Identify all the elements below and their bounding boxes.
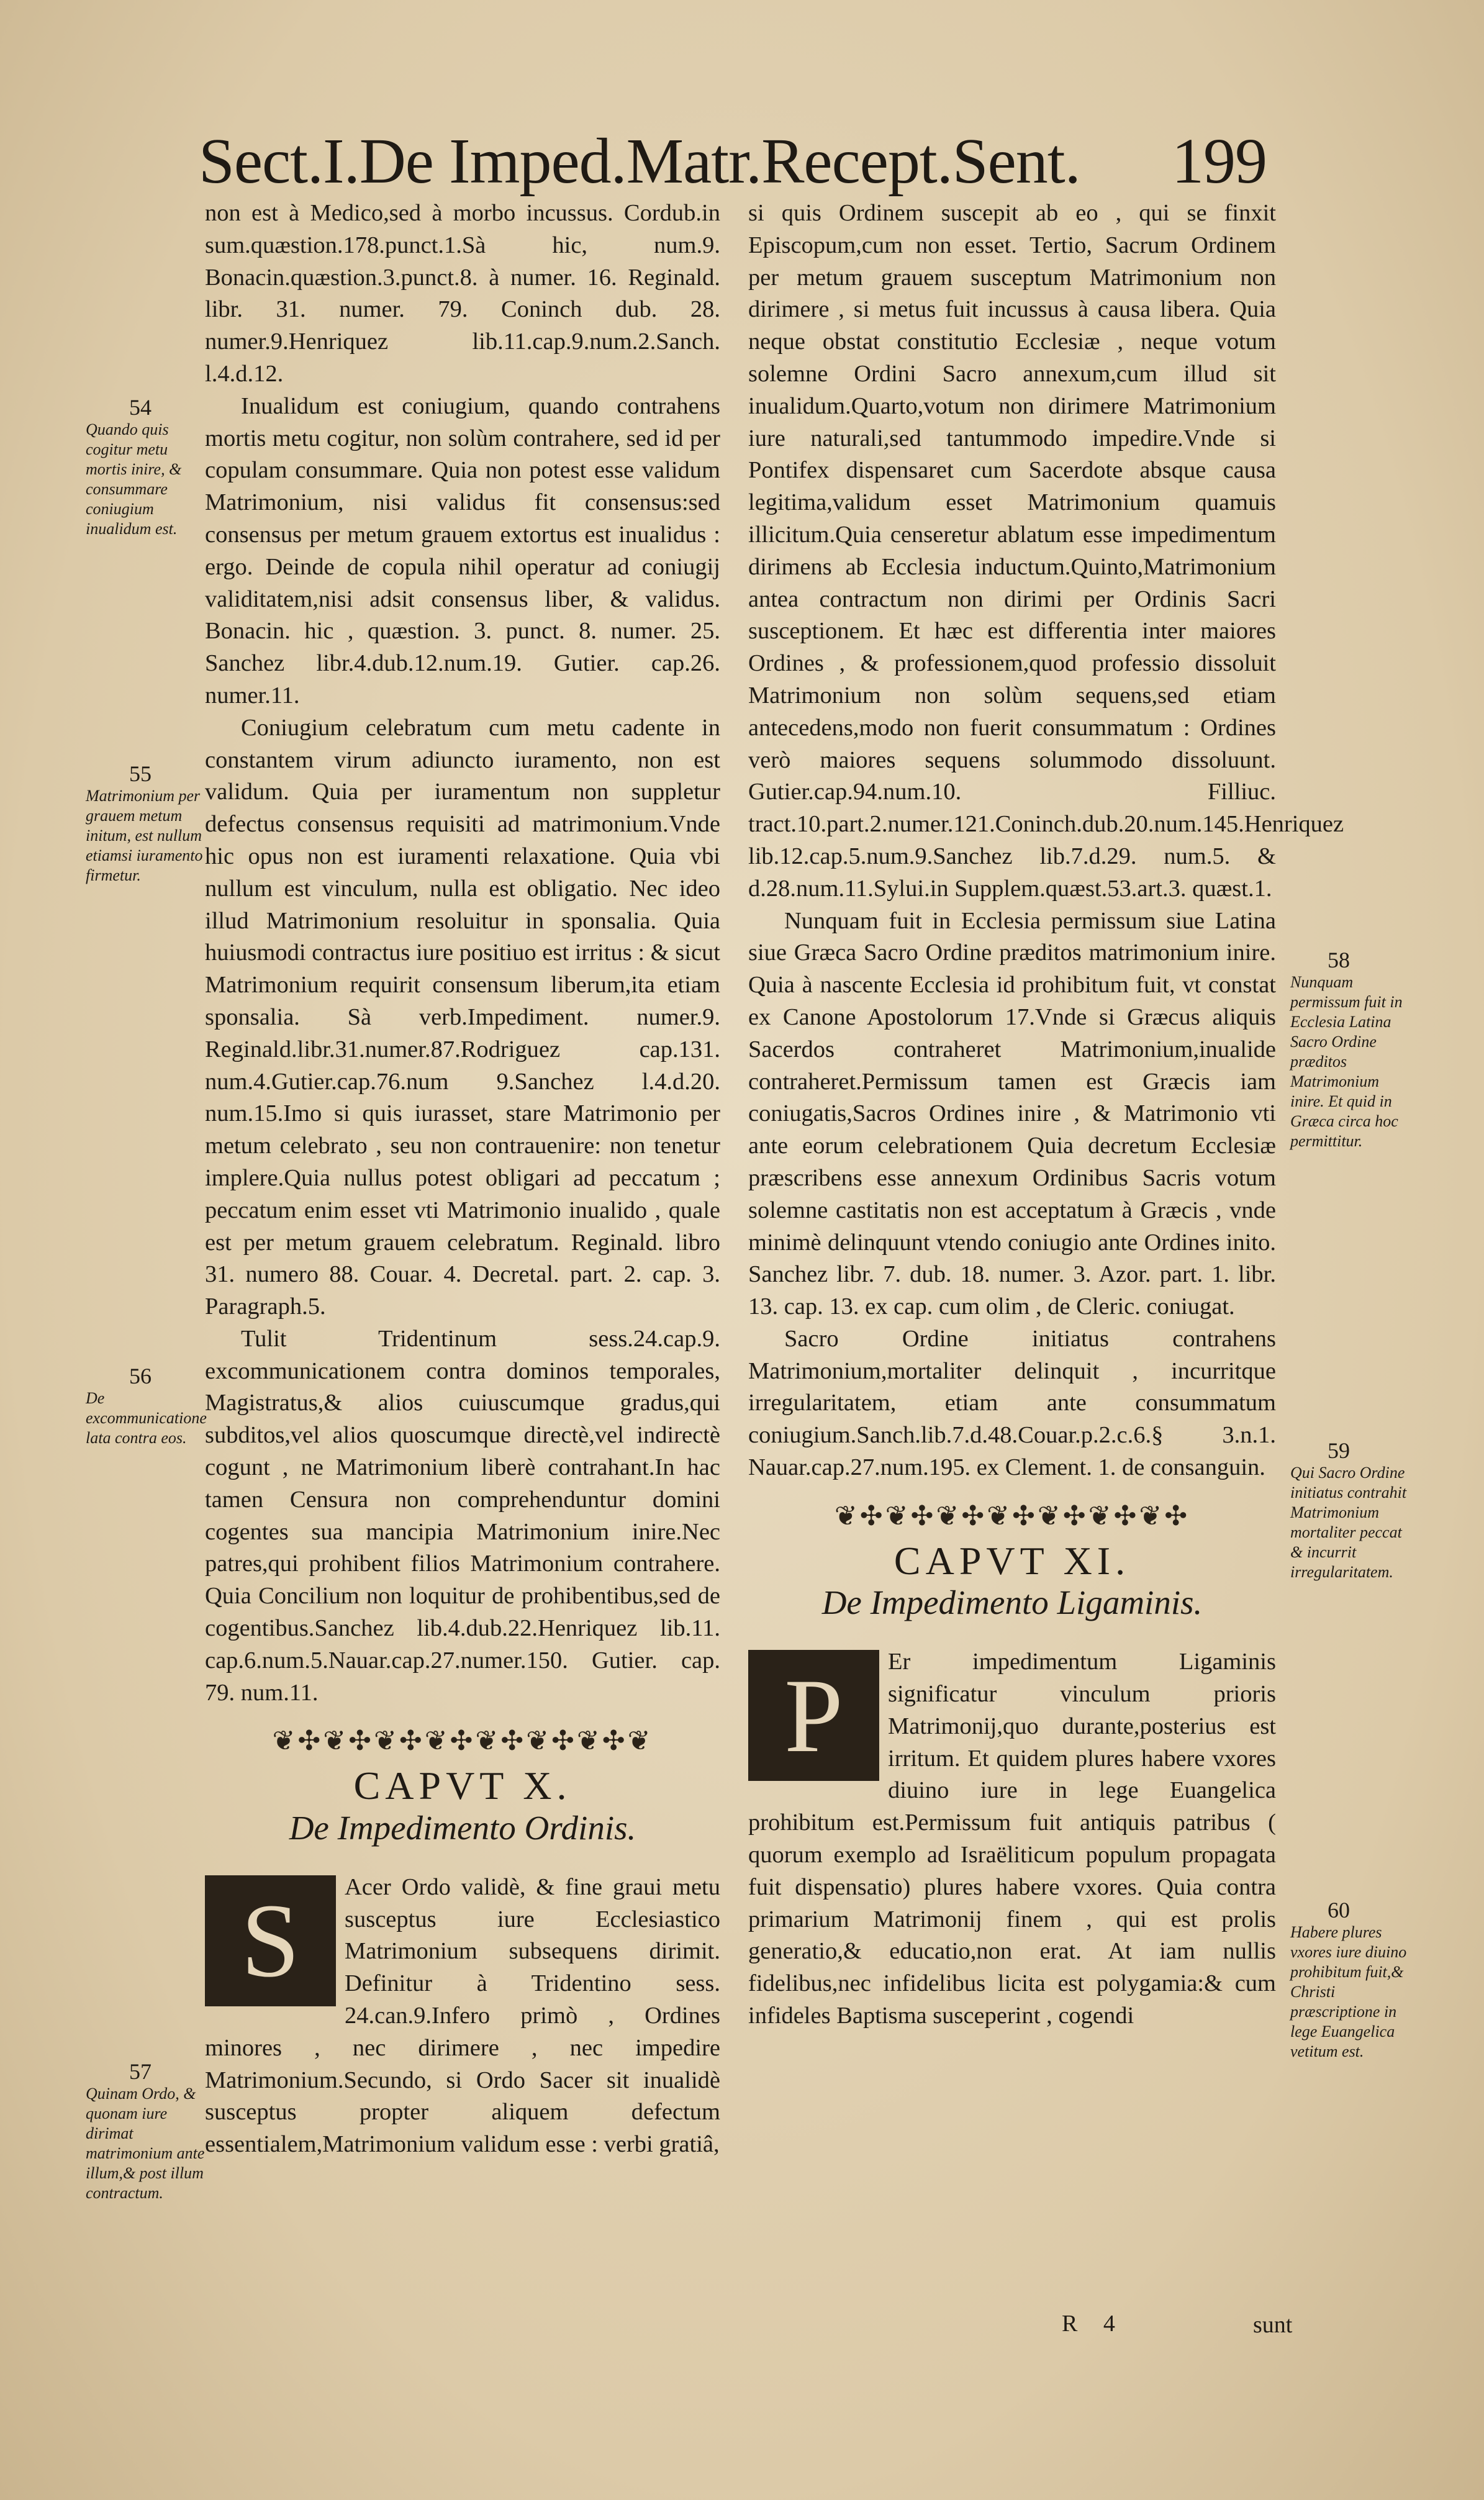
chapter-x-heading: CAPVT X. [353, 1764, 572, 1808]
margin-number: 54 [129, 395, 152, 420]
margin-note-56 [86, 1366, 207, 1448]
paragraph-57-continuation: si quis Ordinem suscepit ab eo , qui se finxit Episcopum,cum non esset. Tertio, Sacrum Ordinem per metum grauem susceptum Matrimonium non dirimere , si metus fuit incussus à causa libera. Quia neque obstat constitutio Ecclesiæ , neque votum solemne Ordini Sacro annexum,cum illud sit inualidum.Quarto,votum non dirimere Matrimonium iure naturali,sed tantummodo impedire.Vnde si Pontifex dispensaret cum Sacerdote absque causa legitima,validum esset Matrimonium quamuis illicitum.Quia censeretur ablatum esse impedimentum dirimens ab Ecclesia inductum.Quinto,Matrimonium antea contractum non dirimi per Ordinis Sacri susceptionem. Et hæc est differentia inter maiores Ordines , & professionem,quod professio dissoluit Matrimonium non solùm sequens,sed etiam antecedens,modo non fuerit consummatum : Ordines verò maiores sequens solummodo dissoluunt. Gutier.cap.94.num.10. Filliuc. tract.10.part.2.numer.121.Coninch.dub.20.num.145.Henriquez lib.12.cap.5.num.9.Sanchez lib.7.d.29. num.5. & d.28.num.11.Sylui.in Supplem.quæst.53.art.3. quæst.1. [748, 200, 1344, 902]
margin-note-55 [86, 761, 207, 885]
chapter-x-text-first: Acer Ordo validè, & fine graui metu susceptus iure Ecclesiastico Matrimonium subsequens dirimit. Definitur à Tridentino sess. 24.can.9.Infero primò , Ordines [345, 1873, 720, 2029]
paragraph-58: Nunquam fuit in Ecclesia permissum siue Latina siue Græca Sacro Ordine præditos matrimonium inire. Quia à nascente Ecclesia id prohibitum fuit, vt constat ex Canone Apostolorum 17.Vnde si Græcus aliquis Sacerdos contraheret Matrimonium,inualide contraheret.Permissum tamen est Græcis iam coniugatis,Sacros Ordines inire , & Matrimonio vti ante eorum celebrationem Quia decretum Ecclesiæ præscribens esse annexum Ordinibus Sacris votum solemne castitatis non est acceptatum à Græcis , vnde minimè delinquunt vtendo coniugio ante Ordines inito. Sanchez libr. 7. dub. 18. numer. 3. Azor. part. 1. libr. 13. cap. 13. ex cap. cum olim , de Cleric. coniugat. [748, 907, 1276, 1320]
left-column [205, 197, 720, 2161]
margin-text: Qui Sacro Ordine initiatus contrahit Matrimonium mortaliter peccat & incurrit irregularitatem. [1290, 1464, 1407, 1581]
margin-note-57 [86, 2059, 207, 2203]
ornament-divider-xi: ❦✣❦✣❦✣❦✣❦✣❦✣❦✣ [834, 1500, 1190, 1531]
paragraph-continuation: non est à Medico,sed à morbo incussus. Cordub.in sum.quæstion.178.punct.1.Sà hic, num.9. Bonacin.quæstion.3.punct.8. à numer. 16. Reginald. libr. 31. numer. 79. Coninch dub. 28. numer.9.Henriquez lib.11.cap.9.num.2.Sanch. l.4.d.12. [205, 200, 720, 387]
margin-text: Quinam Ordo, & quonam iure dirimat matrimonium ante illum,& post illum contractum. [86, 2085, 205, 2202]
signature-mark: R 4 [1062, 2311, 1125, 2337]
margin-text: Matrimonium per grauem metum initum, est nullum etiamsi iuramento firmetur. [86, 787, 203, 884]
margin-text: De excommunicatione lata contra eos. [86, 1389, 207, 1447]
chapter-xi-heading: CAPVT XI. [894, 1538, 1131, 1583]
chapter-xi-first-paragraph [748, 1646, 1276, 2032]
catchword: sunt [1253, 2312, 1293, 2338]
margin-text: Habere plures vxores iure diuino prohibitum fuit,& Christi præscriptione in lege Euangelica vetitum est. [1290, 1923, 1407, 2060]
paragraph-59: Sacro Ordine initiatus contrahens Matrimonium,mortaliter delinquit , incurritque irregularitatem, etiam ante consummatum coniugium.Sanch.lib.7.d.48.Couar.p.2.c.6.§ 3.n.1. Nauar.cap.27.num.195. ex Clement. 1. de consanguin. [748, 1325, 1276, 1481]
chapter-xi-text-first: Er impedimentum Ligaminis significatur vinculum prioris Matrimonij,quo durante,posterius est irritum. Et quidem plures habere vxores diuino iure in [888, 1649, 1276, 1804]
decorated-initial-s: S [205, 1875, 336, 2006]
margin-number: 58 [1328, 948, 1350, 972]
paragraph-55: Coniugium celebratum cum metu cadente in constantem virum adiuncto iuramento, non est validum. Quia per iuramentum non suppletur defectus consensus requisiti ad matrimonium.Vnde hic opus non est iuramenti relaxatione. Quia vbi nullum est vinculum, nulla est obligatio. Nec ideo illud Matrimonium resoluitur in sponsalia. Quia huiusmodi contractus iure positiuo est irritus : & sicut Matrimonium requirit consensum liberum,ita etiam sponsalia. Sà verb.Impediment. numer.9. Reginald.libr.31.numer.87.Rodriguez cap.131. num.4.Gutier.cap.76.num 9.Sanchez l.4.d.20. num.15.Imo si quis iurasset, stare Matrimonio per metum celebrato , seu non contrauenire: non tenetur implere.Quia nullus potest obligari ad peccatum ; peccatum enim esset vti Matrimonio inualido , quale est per metum grauem celebratum. Reginald. libro 31. numero 88. Couar. 4. Decretal. part. 2. cap. 3. Paragraph.5. [205, 714, 720, 1320]
chapter-xi-text-rest: lege Euangelica prohibitum est.Permissum fuit antiquis patribus ( quorum exemplo ad Israëliticum populum propagata fuit dispensatio) plures habere vxores. Quia contra primarium Matrimonij finem , qui est prolis generatio,& educatio,non erat. At iam nullis fidelibus,nec infidelibus licita est polygamia:& cum infideles Baptisma susceperint , cogendi [748, 1777, 1277, 2029]
margin-text: Quando quis cogitur metu mortis inire, & consummare coniugium inualidum est. [86, 420, 182, 538]
page-number: 199 [1172, 125, 1267, 197]
running-header [199, 124, 1267, 199]
decorated-initial-p: P [748, 1650, 879, 1781]
chapter-x-text-rest: minores , nec dirimere , nec impedire Matrimonium.Secundo, si Ordo Sacer sit inualidè susceptus propter aliquem defectum essentialem,Matrimonium validum esse : verbi gratiâ, [205, 2034, 720, 2158]
margin-number: 55 [129, 761, 152, 786]
margin-note-54 [86, 397, 207, 539]
chapter-x-first-paragraph [205, 1872, 720, 2161]
header-title: Sect.I.De Imped.Matr.Recept.Sent. [199, 125, 1080, 197]
margin-number: 56 [129, 1364, 152, 1388]
margin-number: 60 [1328, 1898, 1350, 1923]
margin-note-58 [1290, 950, 1408, 1151]
margin-note-60 [1290, 1900, 1408, 2062]
chapter-xi-subtitle: De Impedimento Ligaminis. [821, 1583, 1203, 1622]
chapter-x-subtitle: De Impedimento Ordinis. [289, 1809, 636, 1847]
margin-text: Nunquam permissum fuit in Ecclesia Latina Sacro Ordine præditos Matrimonium inire. Et quid in Græca circa hoc permittitur. [1290, 973, 1403, 1150]
paragraph-56: Tulit Tridentinum sess.24.cap.9. excommunicationem contra dominos temporales, Magistratus,& alios cuiuscumque gradus,qui subditos,vel alios quoscumque directè,vel indirectè cogunt , ne Matrimonium liberè contrahant.In hac tamen Censura non comprehenduntur domini cogentes sua mancipia Matrimonium inire.Nec patres,qui prohibent filios Matrimonium contrahere. Quia Concilium non loquitur de prohibentibus,sed de cogentibus.Sanchez lib.4.dub.22.Henriquez lib.11. cap.6.num.5.Nauar.cap.27.numer.150. Gutier. cap. 79. num.11. [205, 1325, 720, 1706]
ornament-divider-x: ❦✣❦✣❦✣❦✣❦✣❦✣❦✣❦ [272, 1726, 653, 1757]
margin-number: 59 [1328, 1438, 1350, 1463]
margin-number: 57 [129, 2059, 152, 2084]
margin-note-59 [1290, 1438, 1408, 1582]
paragraph-54: Inualidum est coniugium, quando contrahens mortis metu cogitur, non solùm contrahere, sed id per copulam consummare. Quia non potest esse validum Matrimonium, nisi validus fit consensus:sed consensus per metum grauem extortus est inualidus : ergo. Deinde de copula nihil operatur ad coniugij validitatem,nisi adsit consensus liber, & validus. Bonacin. hic , quæstion. 3. punct. 8. numer. 25. Sanchez libr.4.dub.12.num.19. Gutier. cap.26. numer.11. [205, 392, 720, 709]
